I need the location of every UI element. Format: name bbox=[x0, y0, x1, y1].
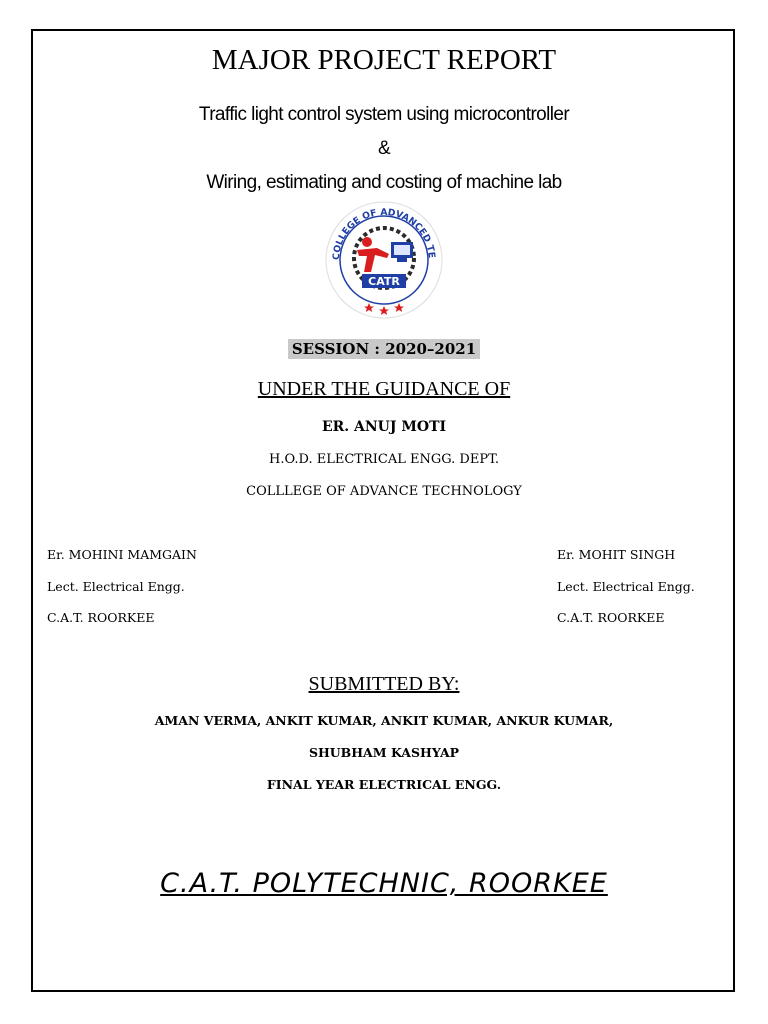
project-title-2: Wiring, estimating and costing of machine lab bbox=[206, 172, 562, 193]
right-guide-designation: Lect. Electrical Engg. bbox=[557, 579, 695, 594]
logo-badge-text: CATR bbox=[368, 275, 400, 288]
guide-position: H.O.D. ELECTRICAL ENGG. DEPT. bbox=[269, 452, 499, 467]
session-label: SESSION : 2020–2021 bbox=[288, 339, 480, 359]
ampersand: & bbox=[377, 138, 391, 159]
guide-name: ER. ANUJ MOTI bbox=[321, 419, 447, 435]
project-title-1: Traffic light control system using microcontroller bbox=[198, 104, 570, 125]
left-guide-place: C.A.T. ROORKEE bbox=[47, 610, 155, 625]
guide-institute: COLLLEGE OF ADVANCE TECHNOLOGY bbox=[246, 484, 522, 499]
left-guide-designation: Lect. Electrical Engg. bbox=[47, 579, 185, 594]
student-year: FINAL YEAR ELECTRICAL ENGG. bbox=[266, 777, 502, 792]
left-guide-name: Er. MOHINI MAMGAIN bbox=[47, 547, 197, 562]
right-guide-name: Er. MOHIT SINGH bbox=[557, 547, 676, 562]
student-names-line1: AMAN VERMA, ANKIT KUMAR, ANKIT KUMAR, ANKUR KUMAR, bbox=[154, 713, 614, 728]
student-names-line2: SHUBHAM KASHYAP bbox=[308, 745, 460, 760]
logo-ring-text: COLLEGE OF ADVANCED TE bbox=[330, 206, 438, 261]
right-guide-place: C.A.T. ROORKEE bbox=[557, 610, 665, 625]
guidance-heading: UNDER THE GUIDANCE OF bbox=[257, 378, 511, 400]
session-line bbox=[0, 339, 768, 359]
college-logo bbox=[317, 198, 451, 322]
submitted-heading: SUBMITTED BY: bbox=[308, 673, 460, 695]
report-title: MAJOR PROJECT REPORT bbox=[211, 44, 557, 76]
college-name: C.A.T. POLYTECHNIC, ROORKEE bbox=[160, 868, 608, 899]
